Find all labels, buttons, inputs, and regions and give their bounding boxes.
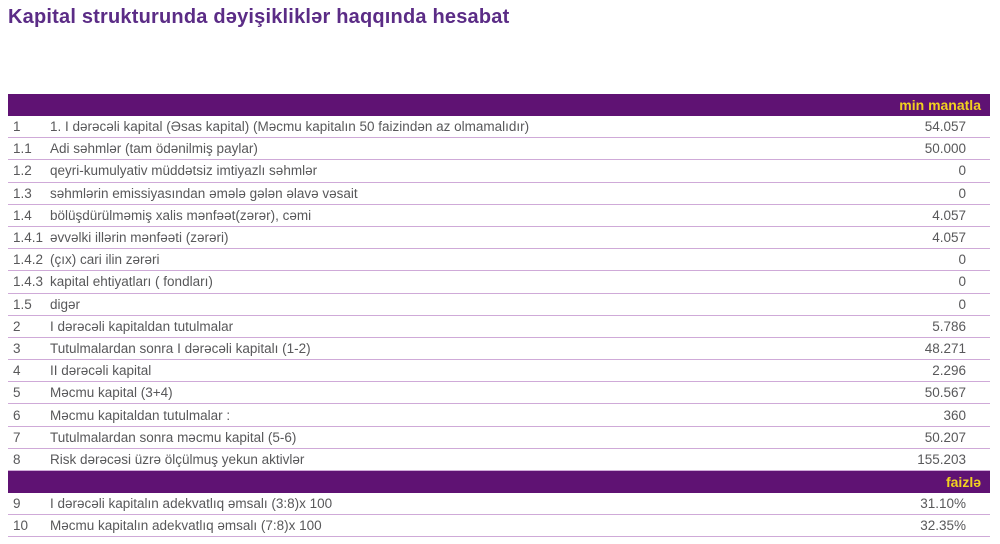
row-number: 4 <box>13 363 21 379</box>
row-label: Məcmu kapitaldan tutulmalar : <box>50 407 231 423</box>
row-value: 31.10% <box>920 496 966 512</box>
row-value: 360 <box>943 407 966 423</box>
row-value: 50.207 <box>924 429 966 445</box>
row-label: kapital ehtiyatları ( fondları) <box>50 274 213 290</box>
row-value: 0 <box>958 163 966 179</box>
row-label: (çıx) cari ilin zərəri <box>50 252 160 268</box>
row-label: Tutulmalardan sonra I dərəcəli kapitalı (1-2) <box>50 340 311 356</box>
row-label: səhmlərin emissiyasından əmələ gələn əlavə vəsait <box>50 185 358 201</box>
row-label: əvvəlki illərin mənfəəti (zərəri) <box>50 230 229 246</box>
table-row <box>8 271 990 293</box>
row-label: digər <box>50 296 81 312</box>
row-value: 155.203 <box>917 451 966 467</box>
row-number: 1.3 <box>13 185 32 201</box>
table-row <box>8 227 990 249</box>
row-number: 1.4.2 <box>13 252 44 268</box>
table-row <box>8 427 990 449</box>
row-number: 2 <box>13 318 21 334</box>
row-label: II dərəcəli kapital <box>50 363 152 379</box>
row-label: Tutulmalardan sonra məcmu kapital (5-6) <box>50 429 297 445</box>
row-label: Adi səhmlər (tam ödənilmiş paylar) <box>50 141 258 157</box>
table-row <box>8 138 990 160</box>
rows-percent-section <box>8 493 990 537</box>
row-label: Risk dərəcəsi üzrə ölçülmuş yekun aktivlər <box>50 451 305 467</box>
row-number: 1 <box>13 119 21 135</box>
unit-banner-thousands-label: min manatla <box>899 97 981 113</box>
row-number: 1.1 <box>13 141 32 157</box>
row-value: 32.35% <box>920 518 966 534</box>
unit-banner-percent <box>8 471 990 493</box>
row-number: 10 <box>13 518 29 534</box>
row-value: 0 <box>958 252 966 268</box>
rows-thousands-section <box>8 116 990 471</box>
row-number: 7 <box>13 429 21 445</box>
table-row <box>8 449 990 471</box>
row-value: 54.057 <box>924 119 966 135</box>
row-value: 4.057 <box>932 207 966 223</box>
row-number: 8 <box>13 451 21 467</box>
row-number: 5 <box>13 385 21 401</box>
table-row <box>8 160 990 182</box>
table-row <box>8 116 990 138</box>
row-value: 48.271 <box>924 340 966 356</box>
table-row <box>8 404 990 426</box>
row-value: 2.296 <box>932 363 966 379</box>
table-row <box>8 294 990 316</box>
row-label: 1. I dərəcəli kapital (Əsas kapital) (Məcmu kapitalın 50 faizindən az olmamalıdır) <box>50 119 530 135</box>
row-number: 1.4 <box>13 207 32 223</box>
row-label: I dərəcəli kapitaldan tutulmalar <box>50 318 234 334</box>
row-number: 1.4.3 <box>13 274 44 290</box>
row-value: 50.567 <box>924 385 966 401</box>
row-value: 4.057 <box>932 230 966 246</box>
table-row <box>8 183 990 205</box>
page-title: Kapital strukturunda dəyişikliklər haqqında hesabat <box>8 6 510 28</box>
table-row <box>8 316 990 338</box>
row-number: 1.2 <box>13 163 32 179</box>
row-number: 1.5 <box>13 296 32 312</box>
row-value: 5.786 <box>932 318 966 334</box>
row-label: qeyri-kumulyativ müddətsiz imtiyazlı səhmlər <box>50 163 318 179</box>
table-row <box>8 360 990 382</box>
unit-banner-percent-label: faizlə <box>945 474 981 490</box>
table-row <box>8 493 990 515</box>
row-label: Məcmu kapitalın adekvatlıq əmsalı (7:8)x 100 <box>50 518 322 534</box>
row-value: 0 <box>958 274 966 290</box>
row-number: 3 <box>13 340 21 356</box>
row-label: Məcmu kapital (3+4) <box>50 385 173 401</box>
row-number: 6 <box>13 407 21 423</box>
table-row <box>8 205 990 227</box>
row-number: 9 <box>13 496 21 512</box>
capital-structure-table <box>8 94 990 537</box>
table-row <box>8 382 990 404</box>
row-value: 50.000 <box>924 141 966 157</box>
table-row <box>8 249 990 271</box>
row-label: bölüşdürülməmiş xalis mənfəət(zərər), cəmi <box>50 207 312 223</box>
unit-banner-thousands <box>8 94 990 116</box>
table-row <box>8 515 990 537</box>
table-row <box>8 338 990 360</box>
row-value: 0 <box>958 185 966 201</box>
row-label: I dərəcəli kapitalın adekvatlıq əmsalı (3:8)x 100 <box>50 496 333 512</box>
row-number: 1.4.1 <box>13 230 44 246</box>
row-value: 0 <box>958 296 966 312</box>
